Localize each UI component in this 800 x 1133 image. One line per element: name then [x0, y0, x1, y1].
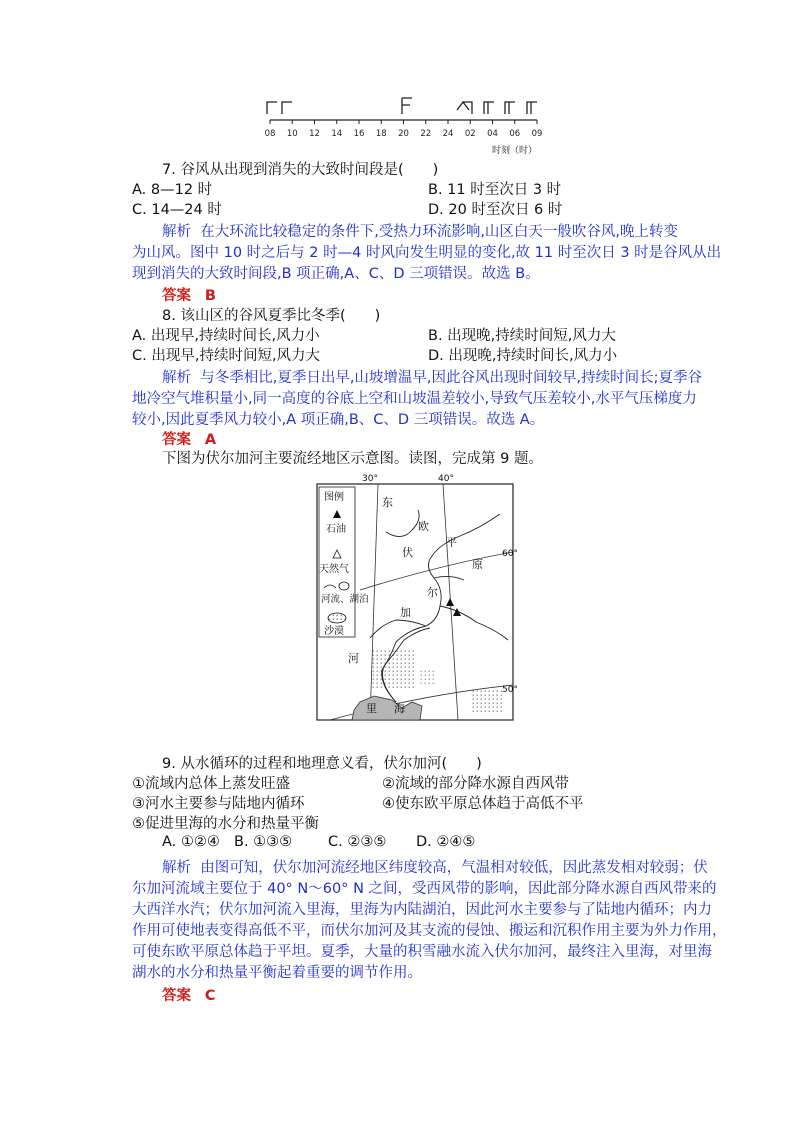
- q9-explanation-line-5: 可使东欧平原总体趋于平坦。夏季，大量的积雪融水流入伏尔加河，最终注入里海，对里海: [132, 944, 712, 960]
- q9-option-d: D. ②④⑤: [416, 834, 476, 850]
- q9-explanation-line-1: 解析 由图可知，伏尔加河流经地区纬度较高，气温相对较低，因此蒸发相对较弱；伏: [162, 860, 708, 876]
- wind-symbols: [267, 98, 537, 114]
- q7-option-c: C. 14—24 时: [132, 202, 222, 218]
- q9-option-c: C. ②③⑤: [328, 834, 387, 850]
- place-char-he: 河: [348, 652, 359, 665]
- q9-item-3: ③河水主要参与陆地内循环: [132, 796, 305, 812]
- time-tick-label: 22: [420, 129, 432, 139]
- time-tick-label: 10: [286, 129, 298, 139]
- place-char-hai: 海: [394, 702, 405, 715]
- q9-item-5: ⑤促进里海的水分和热量平衡: [132, 816, 319, 832]
- time-tick-label: 16: [353, 129, 365, 139]
- q8-answer: 答案 A: [162, 432, 217, 448]
- lat-label-50: 50°: [502, 685, 518, 695]
- time-tick-label: 14: [331, 129, 343, 139]
- map-intro: 下图为伏尔加河主要流经地区示意图。读图，完成第 9 题。: [162, 451, 543, 467]
- desert-area-2: [472, 688, 502, 714]
- time-ticks: [265, 120, 543, 139]
- q9-option-a: A. ①②④: [162, 834, 220, 850]
- q9-item-2: ②流域的部分降水源自西风带: [382, 776, 569, 792]
- lon-label-40: 40°: [438, 474, 454, 484]
- legend-title: 图例: [324, 492, 344, 503]
- q8-stem: 8. 该山区的谷风夏季比冬季( ): [162, 308, 381, 324]
- lon-label-30: 30°: [362, 474, 378, 484]
- legend-desert-label: 沙漠: [324, 626, 344, 637]
- place-char-ou: 欧: [418, 520, 429, 533]
- time-tick-label: 04: [487, 129, 498, 139]
- q7-option-d: D. 20 时至次日 6 时: [428, 202, 563, 218]
- q8-option-d: D. 出现晚,持续时间长,风力小: [428, 348, 618, 364]
- desert-area-3: [420, 670, 434, 684]
- q9-item-1: ①流域内总体上蒸发旺盛: [132, 776, 290, 792]
- place-char-ping: 平: [446, 536, 457, 549]
- time-tick-label: 24: [442, 129, 454, 139]
- lat-label-60: 60°: [502, 549, 518, 559]
- q9-explanation-line-2: 尔加河流域主要位于 40° N～60° N 之间，受西风带的影响，因此部分降水源自西风带来的: [132, 881, 717, 897]
- q9-explanation-line-4: 作用可使地表变得高低不平，而伏尔加河及其支流的侵蚀、搬运和沉积作用主要为外力作用，: [132, 923, 727, 939]
- q8-explanation-line-2: 地冷空气堆积量小,同一高度的谷底上空和山坡温差较小,导致气压差较小,水平气压梯度力: [132, 391, 697, 407]
- place-char-fu: 伏: [402, 546, 413, 559]
- time-tick-label: 20: [398, 129, 409, 139]
- place-char-er: 尔: [427, 586, 438, 599]
- q9-explanation-label: 解析: [162, 860, 191, 876]
- time-tick-label: 12: [309, 129, 320, 139]
- q7-option-a: A. 8—12 时: [132, 182, 213, 198]
- place-char-dong: 东: [382, 496, 393, 509]
- time-tick-label: 08: [264, 129, 276, 139]
- time-tick-label: 18: [375, 129, 387, 139]
- q9-stem: 9. 从水循环的过程和地理意义看，伏尔加河( ): [162, 756, 482, 772]
- volga-map: [300, 470, 530, 738]
- q7-explanation-label: 解析: [162, 224, 191, 240]
- q9-option-b: B. ①③⑤: [234, 834, 293, 850]
- q7-option-b: B. 11 时至次日 3 时: [428, 182, 562, 198]
- legend-river-lake-label: 河流、湖泊: [321, 594, 369, 605]
- time-tick-label: 06: [509, 129, 521, 139]
- q8-option-a: A. 出现早,持续时间长,风力小: [132, 328, 320, 344]
- q7-answer: 答案 B: [162, 288, 216, 304]
- q7-stem: 7. 谷风从出现到消失的大致时间段是( ): [162, 162, 439, 178]
- q8-option-b: B. 出现晚,持续时间短,风力大: [428, 328, 616, 344]
- place-char-li: 里: [366, 702, 377, 715]
- q8-explanation-label: 解析: [162, 370, 191, 386]
- q8-option-c: C. 出现早,持续时间短,风力大: [132, 348, 321, 364]
- q7-explanation-line-2: 为山风。图中 10 时之后与 2 时—4 时风向发生明显的变化,故 11 时至次日 3 时是谷风从出: [132, 245, 722, 261]
- place-char-jia: 加: [400, 606, 411, 619]
- q7-explanation-line-1: 解析 在大环流比较稳定的条件下,受热力环流影响,山区白天一般吹谷风,晚上转变: [162, 224, 679, 240]
- legend-desert-icon: [328, 613, 346, 623]
- q9-explanation-line-3: 大西洋水汽；伏尔加河流入里海，里海为内陆湖泊，因此河水主要参与了陆地内循环；内力: [132, 902, 712, 918]
- time-tick-label: 02: [464, 129, 476, 139]
- q9-explanation-line-6: 湖水的水分和热量平衡起着重要的调节作用。: [132, 965, 422, 981]
- q8-explanation-line-3: 较小,因此夏季风力较小,A 项正确,B、C、D 三项错误。故选 A。: [132, 412, 545, 428]
- q8-explanation-line-1: 解析 与冬季相比,夏季日出早,山坡增温早,因此谷风出现时间较早,持续时间长;夏季谷: [162, 370, 703, 386]
- time-axis-label: 时刻（时）: [492, 146, 538, 156]
- q9-answer: 答案 C: [162, 988, 216, 1004]
- q9-item-4: ④使东欧平原总体趋于高低不平: [382, 796, 584, 812]
- legend-gas-label: 天然气: [319, 564, 349, 575]
- q7-explanation-line-3: 现到消失的大致时间段,B 项正确,A、C、D 三项错误。故选 B。: [132, 266, 540, 282]
- desert-area-1: [372, 650, 414, 690]
- legend-oil-label: 石油: [326, 524, 346, 535]
- time-tick-label: 09: [531, 129, 543, 139]
- place-char-yuan: 原: [472, 558, 483, 571]
